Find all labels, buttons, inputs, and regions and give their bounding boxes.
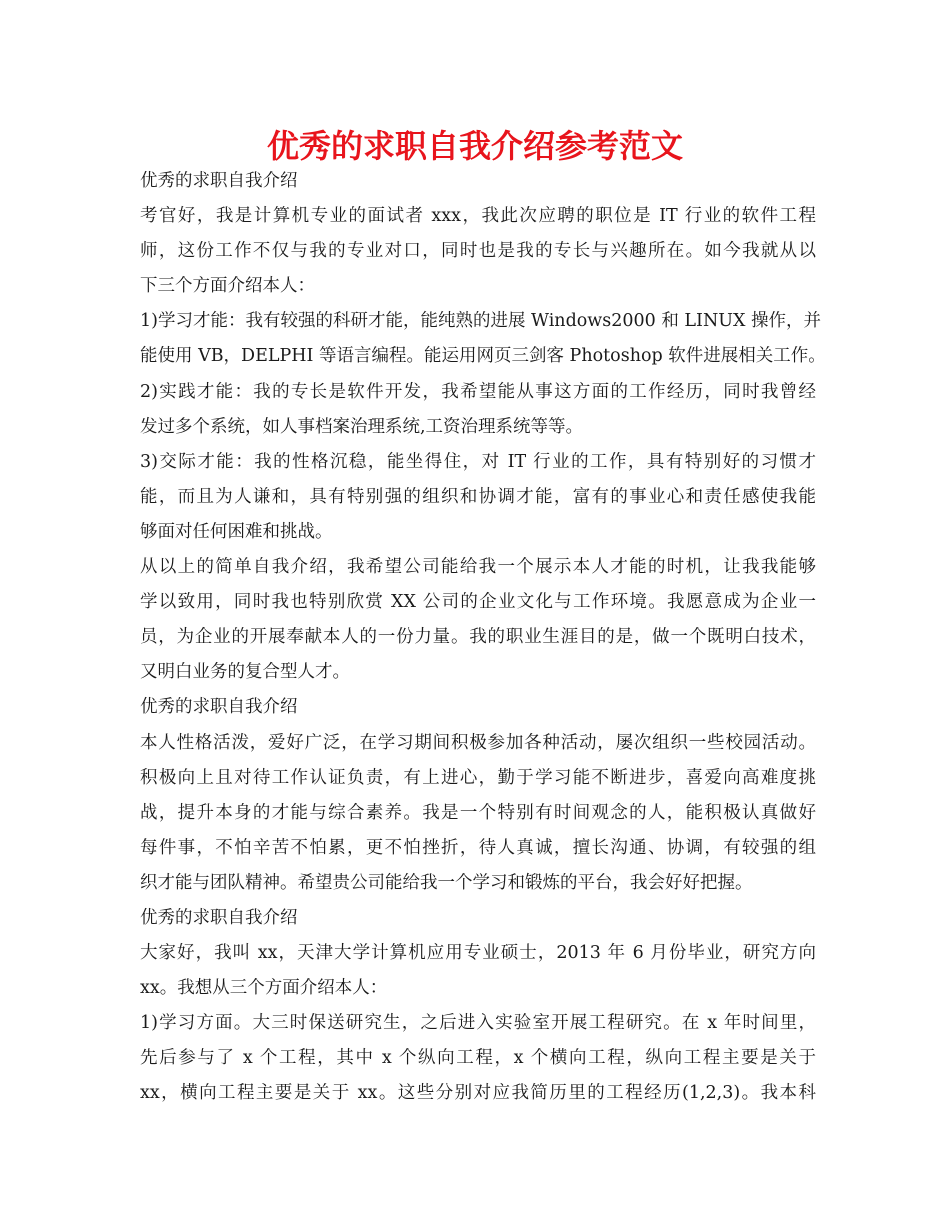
text-line: 发过多个系统，如人事档案治理系统,工资治理系统等等。: [140, 416, 584, 437]
text-line: 优秀的求职自我介绍: [140, 171, 298, 191]
text-line: 2)实践才能：我的专长是软件开发，我希望能从事这方面的工作经历，同时我曾经: [140, 381, 816, 402]
text-line: 大家好，我叫 xx，天津大学计算机应用专业硕士，2013 年 6 月份毕业，研究方向: [140, 943, 816, 964]
text-line: 优秀的求职自我介绍: [140, 907, 298, 928]
text-line: 考官好，我是计算机专业的面试者 xxx，我此次应聘的职位是 IT 行业的软件工程: [140, 206, 816, 227]
text-line: 优秀的求职自我介绍: [140, 697, 298, 718]
text-line: xx，横向工程主要是关于 xx。这些分别对应我简历里的工程经历(1,2,3)。我本科: [140, 1083, 816, 1104]
text-line: 积极向上且对待工作认证负责，有上进心，勤于学习能不断进步，喜爱向高难度挑: [140, 767, 816, 788]
text-line: 师，这份工作不仅与我的专业对口，同时也是我的专长与兴趣所在。如今我就从以: [140, 241, 816, 262]
text-line: 先后参与了 x 个工程，其中 x 个纵向工程，x 个横向工程，纵向工程主要是关于: [140, 1048, 816, 1069]
text-line: xx。我想从三个方面介绍本人：: [140, 978, 388, 999]
text-line: 从以上的简单自我介绍，我希望公司能给我一个展示本人才能的时机，让我我能够: [140, 557, 816, 578]
text-line: 又明白业务的复合型人才。: [140, 662, 350, 683]
text-line: 能使用 VB，DELPHI 等语言编程。能运用网页三剑客 Photoshop 软件进展相关工作。: [140, 346, 826, 367]
text-line: 员，为企业的开展奉献本人的一份力量。我的职业生涯目的是，做一个既明白技术，: [140, 627, 816, 648]
text-line: 战，提升本身的才能与综合素养。我是一个特别有时间观念的人，能积极认真做好: [140, 802, 816, 823]
text-line: 学以致用，同时我也特别欣赏 XX 公司的企业文化与工作环境。我愿意成为企业一: [140, 592, 816, 613]
text-line: 能，而且为人谦和，具有特别强的组织和协调才能，富有的事业心和责任感使我能: [140, 486, 816, 507]
text-line: 下三个方面介绍本人：: [140, 276, 315, 297]
text-line: 织才能与团队精神。希望贵公司能给我一个学习和锻炼的平台，我会好好把握。: [140, 872, 753, 893]
text-line: 1)学习方面。大三时保送研究生，之后进入实验室开展工程研究。在 x 年时间里，: [140, 1013, 816, 1034]
text-line: 3)交际才能：我的性格沉稳，能坐得住，对 IT 行业的工作，具有特别好的习惯才: [140, 451, 816, 472]
text-line: 1)学习才能：我有较强的科研才能，能纯熟的进展 Windows2000 和 LINUX 操作，并: [140, 311, 822, 332]
document-title: 优秀的求职自我介绍参考范文: [266, 127, 683, 165]
text-line: 够面对任何困难和挑战。: [140, 521, 333, 542]
document-body: [140, 164, 826, 1112]
text-line: 本人性格活泼，爱好广泛，在学习期间积极参加各种活动，屡次组织一些校园活动。: [140, 732, 816, 753]
text-line: 每件事，不怕辛苦不怕累，更不怕挫折，待人真诚，擅长沟通、协调，有较强的组: [140, 837, 816, 858]
